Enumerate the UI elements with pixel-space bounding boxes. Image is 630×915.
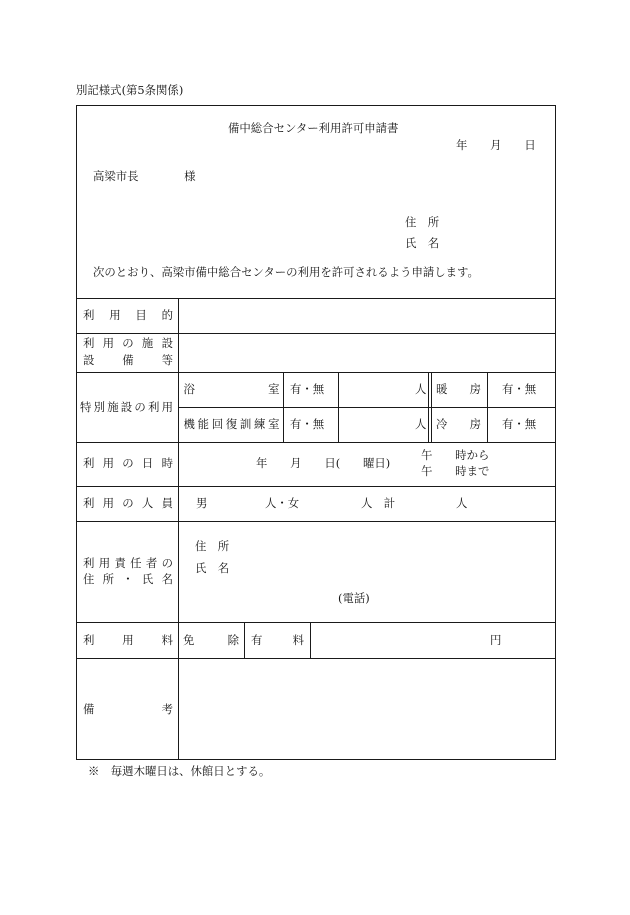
row-divider xyxy=(76,521,556,522)
label-glyph: 員 xyxy=(161,496,173,510)
double-divider-right xyxy=(431,372,432,442)
heating-label xyxy=(436,383,481,395)
rehab-room-label xyxy=(184,418,280,430)
application-statement: 次のとおり、高梁市備中総合センターの利用を許可されるよう申請します。 xyxy=(93,265,479,279)
label-glyph: 利 xyxy=(83,496,95,510)
rehab-people-unit: 人 xyxy=(415,417,427,431)
column-divider xyxy=(338,372,339,442)
label-glyph: の xyxy=(122,336,134,350)
label-glyph: 利 xyxy=(83,308,95,322)
remarks-label xyxy=(83,703,173,715)
row-divider xyxy=(76,658,556,659)
label-glyph: 等 xyxy=(161,353,173,367)
label-glyph: 施 xyxy=(141,336,154,350)
label-glyph: 時 xyxy=(161,456,173,470)
label-glyph: 目 xyxy=(135,308,147,322)
label-column-divider xyxy=(178,298,179,760)
row-divider xyxy=(76,442,556,443)
label-glyph: 利 xyxy=(83,336,95,350)
label-glyph: 除 xyxy=(227,633,239,647)
label-glyph: 利 xyxy=(147,400,160,414)
responsible-label-line2 xyxy=(83,573,173,585)
label-glyph: 室 xyxy=(268,382,280,396)
label-glyph: の xyxy=(122,456,134,470)
usage-date: 年 月 日( 曜日) xyxy=(256,456,391,470)
fee-exempt-label xyxy=(183,634,239,646)
addressee: 高梁市長 様 xyxy=(93,169,196,183)
application-date: 年 月 日 xyxy=(456,138,536,152)
column-divider xyxy=(244,622,245,658)
bath-room-label xyxy=(184,383,280,395)
label-glyph: 施 xyxy=(107,400,119,414)
label-glyph: 利 xyxy=(83,456,95,470)
row-divider xyxy=(76,622,556,623)
label-glyph: 有 xyxy=(251,633,263,647)
column-divider xyxy=(283,372,284,442)
row-divider xyxy=(76,486,556,487)
label-glyph: 別 xyxy=(93,400,105,414)
label-glyph: 備 xyxy=(83,702,95,716)
label-glyph: 氏 xyxy=(141,572,154,586)
subrow-divider xyxy=(178,407,556,408)
label-glyph: 用 xyxy=(161,400,173,414)
label-glyph: 人 xyxy=(141,496,154,510)
label-glyph: 用 xyxy=(109,308,121,322)
label-glyph: 用 xyxy=(102,336,115,350)
label-glyph: 備 xyxy=(122,353,134,367)
label-glyph: の xyxy=(161,556,173,570)
phone-label: (電話) xyxy=(338,591,370,605)
cooling-availability: 有・無 xyxy=(502,417,537,431)
label-glyph: 浴 xyxy=(183,382,195,396)
row-divider xyxy=(76,372,556,373)
label-glyph: 日 xyxy=(141,456,154,470)
female-count-label: 人・女 xyxy=(265,496,300,510)
responsible-label-line1 xyxy=(83,557,173,569)
rehab-availability: 有・無 xyxy=(290,417,325,431)
label-glyph: 復 xyxy=(225,417,238,431)
label-glyph: 所 xyxy=(102,572,115,586)
label-glyph: ・ xyxy=(122,572,134,586)
headcount-label xyxy=(83,497,173,509)
responsible-name-label: 氏 名 xyxy=(195,561,230,575)
label-glyph: 設 xyxy=(161,336,173,350)
label-glyph: 設 xyxy=(120,400,133,414)
label-glyph: 者 xyxy=(145,556,158,570)
closed-day-note: ※ 毎週木曜日は、休館日とする。 xyxy=(88,764,271,778)
applicant-address-label: 住 所 xyxy=(405,215,440,229)
label-glyph: 利 xyxy=(83,556,95,570)
label-glyph: 用 xyxy=(122,633,134,647)
heating-availability: 有・無 xyxy=(502,382,537,396)
row-divider xyxy=(76,298,556,299)
special-facility-label xyxy=(80,401,173,413)
fee-paid-label xyxy=(251,634,304,646)
label-glyph: 料 xyxy=(161,633,173,647)
label-glyph: 冷 xyxy=(436,417,448,431)
label-glyph: 室 xyxy=(268,417,280,431)
label-glyph: 責 xyxy=(114,556,126,570)
form-reference: 別記様式(第5条関係) xyxy=(76,83,184,97)
facility-label-line1 xyxy=(83,337,173,349)
row-divider xyxy=(76,333,556,334)
label-glyph: 特 xyxy=(80,400,92,414)
bath-people-unit: 人 xyxy=(415,382,427,396)
column-divider xyxy=(487,372,488,442)
responsible-address-label: 住 所 xyxy=(195,539,230,553)
total-count-label: 人 計 xyxy=(361,496,396,510)
bath-availability: 有・無 xyxy=(290,382,325,396)
label-glyph: の xyxy=(122,496,134,510)
total-count-unit: 人 xyxy=(456,496,468,510)
label-glyph: 考 xyxy=(161,702,173,716)
label-glyph: 任 xyxy=(130,556,142,570)
label-glyph: 料 xyxy=(292,633,304,647)
male-count-label: 男 xyxy=(196,496,208,510)
label-glyph: 訓 xyxy=(239,417,252,431)
label-glyph: 能 xyxy=(197,417,209,431)
label-glyph: 回 xyxy=(211,417,224,431)
end-time: 午 時まで xyxy=(421,464,490,478)
label-glyph: 名 xyxy=(161,572,173,586)
purpose-label xyxy=(83,309,173,321)
label-glyph: 住 xyxy=(83,572,95,586)
label-glyph: の xyxy=(134,400,146,414)
label-glyph: 的 xyxy=(161,308,173,322)
label-glyph: 設 xyxy=(83,353,95,367)
label-glyph: 用 xyxy=(102,456,115,470)
fee-yen-unit: 円 xyxy=(490,633,502,647)
label-glyph: 房 xyxy=(469,417,481,431)
fee-label xyxy=(83,634,173,646)
label-glyph: 免 xyxy=(183,633,195,647)
form-title: 備中総合センター利用許可申請書 xyxy=(228,121,399,135)
datetime-label xyxy=(83,457,173,469)
label-glyph: 房 xyxy=(469,382,481,396)
column-divider xyxy=(310,622,311,658)
label-glyph: 用 xyxy=(98,556,111,570)
form-frame xyxy=(76,105,556,760)
label-glyph: 機 xyxy=(183,417,195,431)
start-time: 午 時から xyxy=(421,448,490,462)
double-divider-left xyxy=(428,372,429,442)
facility-label-line2 xyxy=(83,354,173,366)
label-glyph: 用 xyxy=(102,496,115,510)
label-glyph: 利 xyxy=(83,633,95,647)
label-glyph: 暖 xyxy=(436,382,448,396)
label-glyph: 練 xyxy=(253,417,266,431)
applicant-name-label: 氏 名 xyxy=(405,236,440,250)
cooling-label xyxy=(436,418,481,430)
